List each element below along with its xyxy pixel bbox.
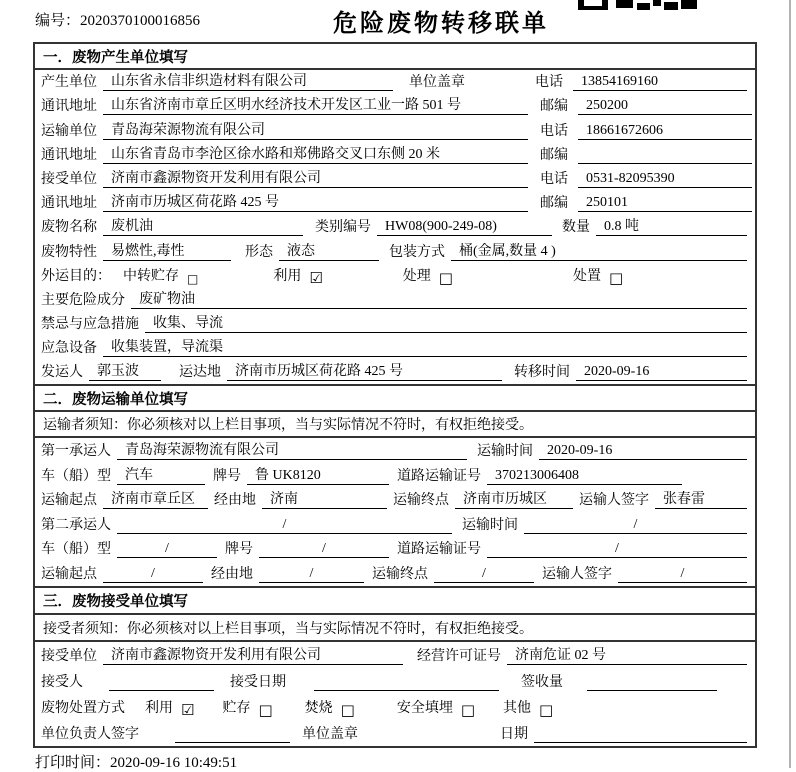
- row-producer-address: [35, 94, 755, 118]
- page-edge-divider: [789, 0, 791, 768]
- serial-value: 2020370100016856: [80, 13, 201, 29]
- received-qty-label: 签收量: [521, 674, 563, 690]
- shipper-label: 发运人: [41, 365, 83, 381]
- transport-time-value: /: [524, 516, 747, 534]
- option-landfill: [397, 700, 475, 717]
- page-title: 危险废物转移联单: [333, 11, 549, 37]
- unit-seal-label: 单位盖章: [409, 75, 465, 91]
- section2-title: 二．废物运输单位填写: [35, 386, 755, 412]
- hazard-value: 废矿物油: [131, 291, 747, 309]
- address-value: 山东省济南市章丘区明水经济技术开发区工业一路 501 号: [103, 97, 528, 115]
- row-disposal-method: [35, 694, 755, 720]
- checkbox-unchecked-icon: □: [258, 700, 273, 719]
- road-permit-label: 道路运输证号: [397, 542, 481, 558]
- packing-label: 包装方式: [389, 244, 445, 260]
- checkbox-unchecked-icon: □: [340, 700, 355, 719]
- row-emergency-equipment: [35, 336, 755, 360]
- option-utilize: [273, 268, 322, 285]
- vehicle-type-value: /: [117, 540, 217, 558]
- row-shipper: [35, 360, 755, 384]
- option-incinerate: [305, 700, 355, 717]
- address-value: 山东省青岛市李沧区徐水路和郑佛路交叉口东侧 20 米: [103, 146, 528, 164]
- row-receive-unit: [35, 642, 755, 668]
- row-waste-name: [35, 215, 755, 239]
- print-time-label: 打印时间：: [35, 755, 111, 771]
- checkbox-checked-icon: ☑: [309, 268, 323, 287]
- option-dispose: [573, 268, 623, 285]
- transport-time-value: 2020-09-16: [539, 442, 747, 460]
- checkbox-unchecked-icon: □: [460, 700, 476, 719]
- date-label: 日期: [500, 726, 528, 742]
- via-label: 经由地: [211, 567, 253, 582]
- row-vehicle1: [35, 463, 755, 488]
- section-transporter: [35, 384, 755, 586]
- phone-label: 电话: [540, 171, 568, 187]
- unit-seal-label: 单位盖章: [302, 726, 358, 742]
- plate-label: 牌号: [225, 542, 253, 558]
- license-label: 经营许可证号: [417, 648, 501, 664]
- transport-time-label: 运输时间: [462, 517, 518, 533]
- print-time-line: [35, 751, 237, 772]
- road-permit-value: /: [487, 540, 747, 558]
- zip-label: 邮编: [540, 99, 568, 115]
- row-receiver-unit: [35, 167, 755, 191]
- origin-value: 济南市章丘区: [103, 491, 208, 509]
- option-storage: [222, 700, 272, 717]
- row-second-carrier: [35, 512, 755, 537]
- transport-unit-label: 运输单位: [41, 123, 97, 139]
- row-first-carrier: [35, 438, 755, 463]
- carrier1-value: 青岛海荣源物流有限公司: [117, 442, 467, 460]
- quantity-value: 0.8 吨: [596, 218, 747, 236]
- checkbox-unchecked-icon: □: [539, 700, 554, 719]
- producer-unit-label: 产生单位: [41, 75, 97, 91]
- receiver-label: 接受人: [41, 674, 83, 690]
- carrier2-value: /: [117, 516, 452, 534]
- option-other: [503, 700, 553, 717]
- hazard-label: 主要危险成分: [41, 292, 125, 308]
- row-receiver-address: [35, 191, 755, 215]
- quantity-label: 数量: [562, 220, 590, 236]
- transport-unit-value: 青岛海荣源物流有限公司: [103, 122, 528, 140]
- endpoint-value: /: [434, 565, 534, 583]
- transfer-form-table: [33, 42, 757, 748]
- address-label: 通讯地址: [41, 99, 97, 115]
- phone-field: [535, 73, 747, 91]
- zip-field: [540, 97, 752, 115]
- vehicle-type-label: 车（船）型: [41, 542, 111, 558]
- document-header: [0, 0, 796, 42]
- plate-value: /: [259, 540, 389, 558]
- form-value: 液态: [279, 243, 379, 261]
- packing-value: 桶(金属,数量 4 ): [451, 243, 747, 261]
- section-receiver: [35, 586, 755, 746]
- serial-label: 编号：: [35, 13, 81, 29]
- receiver-unit-label: 接受单位: [41, 171, 97, 187]
- zip-field: [540, 147, 752, 164]
- taboo-value: 收集、导流: [145, 315, 747, 333]
- row-transport-purpose: [35, 264, 755, 288]
- date-value-empty: [534, 726, 747, 743]
- option-label: 处置: [572, 268, 601, 284]
- checkbox-unchecked-icon: □: [187, 271, 199, 286]
- option-treat: [403, 268, 453, 285]
- zip-field: [540, 194, 752, 212]
- address-label: 通讯地址: [41, 196, 97, 212]
- destination-label: 运达地: [179, 365, 221, 381]
- option-label: 其他: [503, 700, 532, 716]
- option-label: 贮存: [222, 700, 251, 716]
- zip-label: 邮编: [540, 196, 568, 212]
- serial-number-line: [35, 9, 200, 30]
- checkbox-unchecked-icon: □: [438, 268, 453, 287]
- manager-sign-label: 单位负责人签字: [41, 726, 139, 742]
- zip-label: 邮编: [540, 147, 568, 163]
- transfer-time-label: 转移时间: [514, 365, 570, 381]
- row-producer-unit: [35, 70, 755, 94]
- origin-value: /: [103, 565, 203, 583]
- receiver-value-empty: [109, 674, 214, 691]
- phone-label: 电话: [540, 123, 568, 139]
- option-utilize: [145, 700, 194, 717]
- endpoint-label: 运输终点: [393, 493, 449, 509]
- carrier2-label: 第二承运人: [41, 517, 111, 533]
- road-permit-value: 370213006408: [487, 467, 682, 485]
- disposal-label: 废物处置方式: [41, 700, 125, 716]
- row-waste-property: [35, 239, 755, 263]
- receive-unit-label: 接受单位: [41, 648, 97, 664]
- carrier1-label: 第一承运人: [41, 444, 111, 460]
- row-taboo-measures: [35, 312, 755, 336]
- zip-value: 250200: [578, 97, 752, 115]
- transfer-time-value: 2020-09-16: [576, 363, 747, 381]
- transporter-sign-label: 运输人签字: [579, 493, 649, 509]
- qr-code-fragment-icon: [578, 0, 698, 10]
- transporter-notice: 运输者须知：你必须核对以上栏目事项，当与实际情况不符时，有权拒绝接受。: [35, 412, 755, 438]
- section-producer: [35, 44, 755, 384]
- transport-time-label: 运输时间: [477, 444, 533, 460]
- option-label: 安全填埋: [396, 700, 453, 716]
- section3-title: 三．废物接受单位填写: [35, 588, 755, 615]
- category-label: 类别编号: [315, 220, 371, 236]
- producer-unit-value: 山东省永信非织造材料有限公司: [103, 73, 393, 91]
- option-transfer-storage: [123, 268, 198, 285]
- via-label: 经由地: [214, 493, 256, 509]
- waste-name-label: 废物名称: [41, 220, 97, 236]
- equipment-value: 收集装置，导流渠: [103, 339, 747, 357]
- vehicle-type-label: 车（船）型: [41, 468, 111, 484]
- received-qty-value-empty: [587, 674, 717, 691]
- receive-date-value-empty: [314, 674, 499, 691]
- row-receiver-person: [35, 668, 755, 694]
- endpoint-value: 济南市历城区: [455, 491, 573, 509]
- zip-value: 250101: [578, 194, 752, 212]
- equipment-label: 应急设备: [41, 341, 97, 357]
- license-value: 济南危证 02 号: [507, 647, 747, 665]
- row-manager-signature: [35, 720, 755, 746]
- waste-name-value: 废机油: [103, 218, 303, 236]
- checkbox-checked-icon: ☑: [181, 700, 195, 719]
- via-value: 济南: [262, 491, 387, 509]
- section1-title: 一．废物产生单位填写: [35, 44, 755, 70]
- phone-field: [540, 170, 752, 188]
- receive-unit-value: 济南市鑫源物资开发利用有限公司: [103, 647, 403, 665]
- row-transport-unit: [35, 118, 755, 142]
- plate-label: 牌号: [213, 468, 241, 484]
- checkbox-unchecked-icon: □: [608, 268, 624, 287]
- vehicle-type-value: 汽车: [117, 467, 205, 485]
- property-label: 废物特性: [41, 244, 97, 260]
- print-time-value: 2020-09-16 10:49:51: [110, 755, 238, 771]
- transporter-sign-value: 张春雷: [655, 491, 747, 509]
- origin-label: 运输起点: [41, 567, 97, 582]
- row-hazard-component: [35, 288, 755, 312]
- phone-value: 18661672606: [578, 122, 752, 140]
- manager-sign-value-empty: [175, 726, 290, 743]
- row-transport-address: [35, 143, 755, 167]
- destination-value: 济南市历城区荷花路 425 号: [227, 363, 502, 381]
- phone-value: 13854169160: [573, 73, 747, 91]
- phone-label: 电话: [535, 75, 563, 91]
- option-label: 中转贮存: [123, 268, 179, 284]
- option-label: 处理: [402, 268, 431, 284]
- row-route2: [35, 561, 755, 586]
- phone-field: [540, 122, 752, 140]
- zip-value-empty: [578, 147, 752, 164]
- taboo-label: 禁忌与应急措施: [41, 317, 139, 333]
- address-value: 济南市历城区荷花路 425 号: [103, 194, 528, 212]
- plate-value: 鲁 UK8120: [247, 467, 389, 485]
- category-value: HW08(900-249-08): [377, 218, 552, 236]
- road-permit-label: 道路运输证号: [397, 468, 481, 484]
- row-route1: [35, 488, 755, 513]
- receiver-notice: 接受者须知：你必须核对以上栏目事项，当与实际情况不符时，有权拒绝接受。: [35, 615, 755, 642]
- origin-label: 运输起点: [41, 493, 97, 509]
- form-label: 形态: [245, 244, 273, 260]
- receiver-unit-value: 济南市鑫源物资开发利用有限公司: [103, 170, 528, 188]
- transporter-sign-label: 运输人签字: [542, 567, 612, 582]
- receive-date-label: 接受日期: [230, 674, 286, 690]
- phone-value: 0531-82095390: [578, 170, 752, 188]
- address-label: 通讯地址: [41, 147, 97, 163]
- option-label: 利用: [273, 268, 302, 284]
- via-value: /: [259, 565, 364, 583]
- purpose-label: 外运目的：: [41, 268, 111, 284]
- endpoint-label: 运输终点: [372, 567, 428, 582]
- property-value: 易燃性,毒性: [103, 243, 231, 261]
- shipper-value: 郭玉波: [89, 363, 161, 381]
- option-label: 焚烧: [304, 700, 333, 716]
- row-vehicle2: [35, 537, 755, 562]
- transporter-sign-value: /: [618, 565, 747, 583]
- option-label: 利用: [145, 700, 173, 716]
